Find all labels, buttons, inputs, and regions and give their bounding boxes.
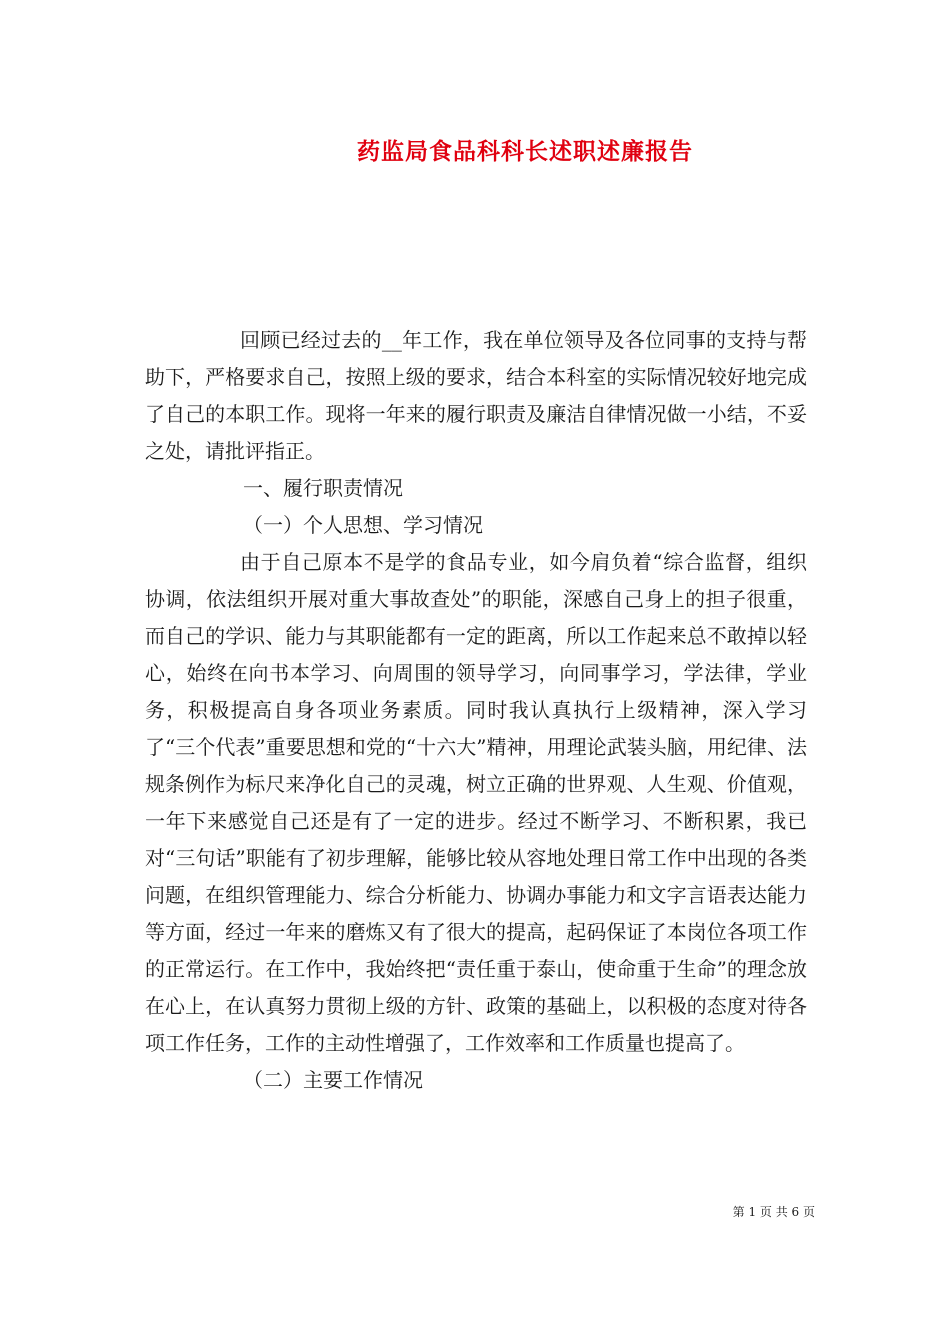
page-number: 第 1 页 共 6 页 (732, 1205, 815, 1219)
document-body (145, 322, 807, 1099)
body-paragraph: 由于自己原本不是学的食品专业，如今肩负着“综合监督，组织协调，依法组织开展对重大事故查处”的职能，深感自己身上的担子很重，而自己的学识、能力与其职能都有一定的距离，所以工作起来总不敢掉以轻心，始终在向书本学习、向周围的领导学习，向同事学习，学法律，学业务，积极提高自身各项业务素质。同时我认真执行上级精神，深入学习了“三个代表”重要思想和党的“十六大”精神，用理论武装头脑，用纪律、法规条例作为标尺来净化自己的灵魂，树立正确的世界观、人生观、价值观，一年下来感觉自己还是有了一定的进步。经过不断学习、不断积累，我已对“三句话”职能有了初步理解，能够比较从容地处理日常工作中出现的各类问题，在组织管理能力、综合分析能力、协调办事能力和文字言语表达能力等方面，经过一年来的磨炼又有了很大的提高，起码保证了本岗位各项工作的正常运行。在工作中，我始终把“责任重于泰山，使命重于生命”的理念放在心上，在认真努力贯彻上级的方针、政策的基础上，以积极的态度对待各项工作任务，工作的主动性增强了，工作效率和工作质量也提高了。 (145, 550, 807, 1055)
section-heading-1: 一、履行职责情况 (243, 476, 403, 500)
subsection-heading-2: （二）主要工作情况 (243, 1068, 423, 1092)
document-title: 药监局食品科科长述职述廉报告 (357, 138, 693, 165)
subsection-heading-1: （一）个人思想、学习情况 (243, 513, 483, 537)
intro-paragraph: 回顾已经过去的__年工作，我在单位领导及各位同事的支持与帮助下，严格要求自己，按照上级的要求，结合本科室的实际情况较好地完成了自己的本职工作。现将一年来的履行职责及廉洁自律情况做一小结，不妥之处，请批评指正。 (145, 328, 807, 463)
